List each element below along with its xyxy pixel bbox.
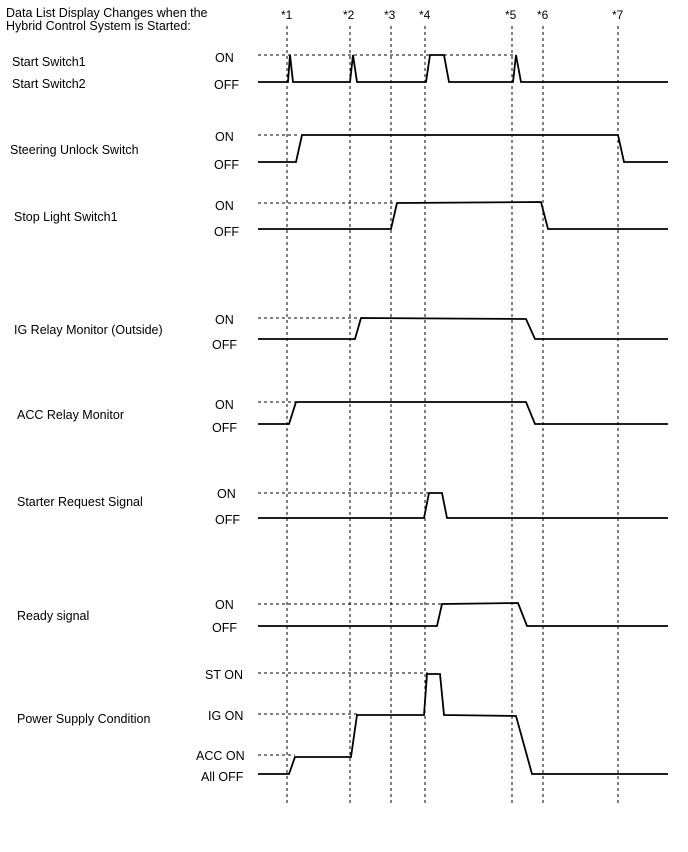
event-markers: [281, 8, 624, 22]
marker-4: *4: [419, 8, 431, 22]
level-on: ON: [215, 51, 234, 65]
level-off: OFF: [214, 78, 239, 92]
signal-power-supply-condition: [17, 668, 668, 784]
waveform: [258, 402, 668, 424]
signal-steering-unlock-switch: [10, 130, 668, 172]
marker-6: *6: [537, 8, 549, 22]
waveform: [258, 135, 668, 162]
waveform: [258, 202, 668, 229]
level-on: ON: [215, 130, 234, 144]
signal-ready: [17, 598, 668, 635]
level-off: OFF: [212, 338, 237, 352]
signal-name: Starter Request Signal: [17, 495, 143, 509]
signal-name: Ready signal: [17, 609, 90, 623]
signal-stop-light-switch: [14, 199, 668, 239]
signal-name: Stop Light Switch1: [14, 210, 118, 224]
marker-7: *7: [612, 8, 624, 22]
level-off: OFF: [212, 621, 237, 635]
signal-name: Power Supply Condition: [17, 712, 151, 726]
level-ig-on: IG ON: [208, 709, 244, 723]
level-on: ON: [215, 199, 234, 213]
waveform: [258, 55, 668, 82]
signal-acc-relay-monitor: [17, 398, 668, 435]
diagram-title-line1: Data List Display Changes when the: [6, 6, 208, 20]
waveform: [258, 603, 668, 626]
level-st-on: ST ON: [205, 668, 243, 682]
waveform: [258, 674, 668, 774]
level-off: OFF: [215, 513, 240, 527]
signal-name-start-switch2: Start Switch2: [12, 77, 86, 91]
marker-3: *3: [384, 8, 396, 22]
level-all-off: All OFF: [201, 770, 244, 784]
marker-5: *5: [505, 8, 517, 22]
level-off: OFF: [214, 225, 239, 239]
waveform: [258, 493, 668, 518]
level-off: OFF: [212, 421, 237, 435]
waveform: [258, 318, 668, 339]
diagram-title-line2: Hybrid Control System is Started:: [6, 19, 191, 33]
level-acc-on: ACC ON: [196, 749, 245, 763]
signal-start-switch: [12, 51, 668, 92]
signal-ig-relay-monitor: [14, 313, 668, 352]
level-off: OFF: [214, 158, 239, 172]
level-on: ON: [215, 598, 234, 612]
level-on: ON: [217, 487, 236, 501]
signal-name: ACC Relay Monitor: [17, 408, 124, 422]
signal-name-start-switch1: Start Switch1: [12, 55, 86, 69]
signal-name: IG Relay Monitor (Outside): [14, 323, 163, 337]
signal-name: Steering Unlock Switch: [10, 143, 139, 157]
level-on: ON: [215, 313, 234, 327]
event-lines: [287, 26, 618, 806]
marker-1: *1: [281, 8, 293, 22]
marker-2: *2: [343, 8, 355, 22]
signal-starter-request: [17, 487, 668, 527]
level-on: ON: [215, 398, 234, 412]
